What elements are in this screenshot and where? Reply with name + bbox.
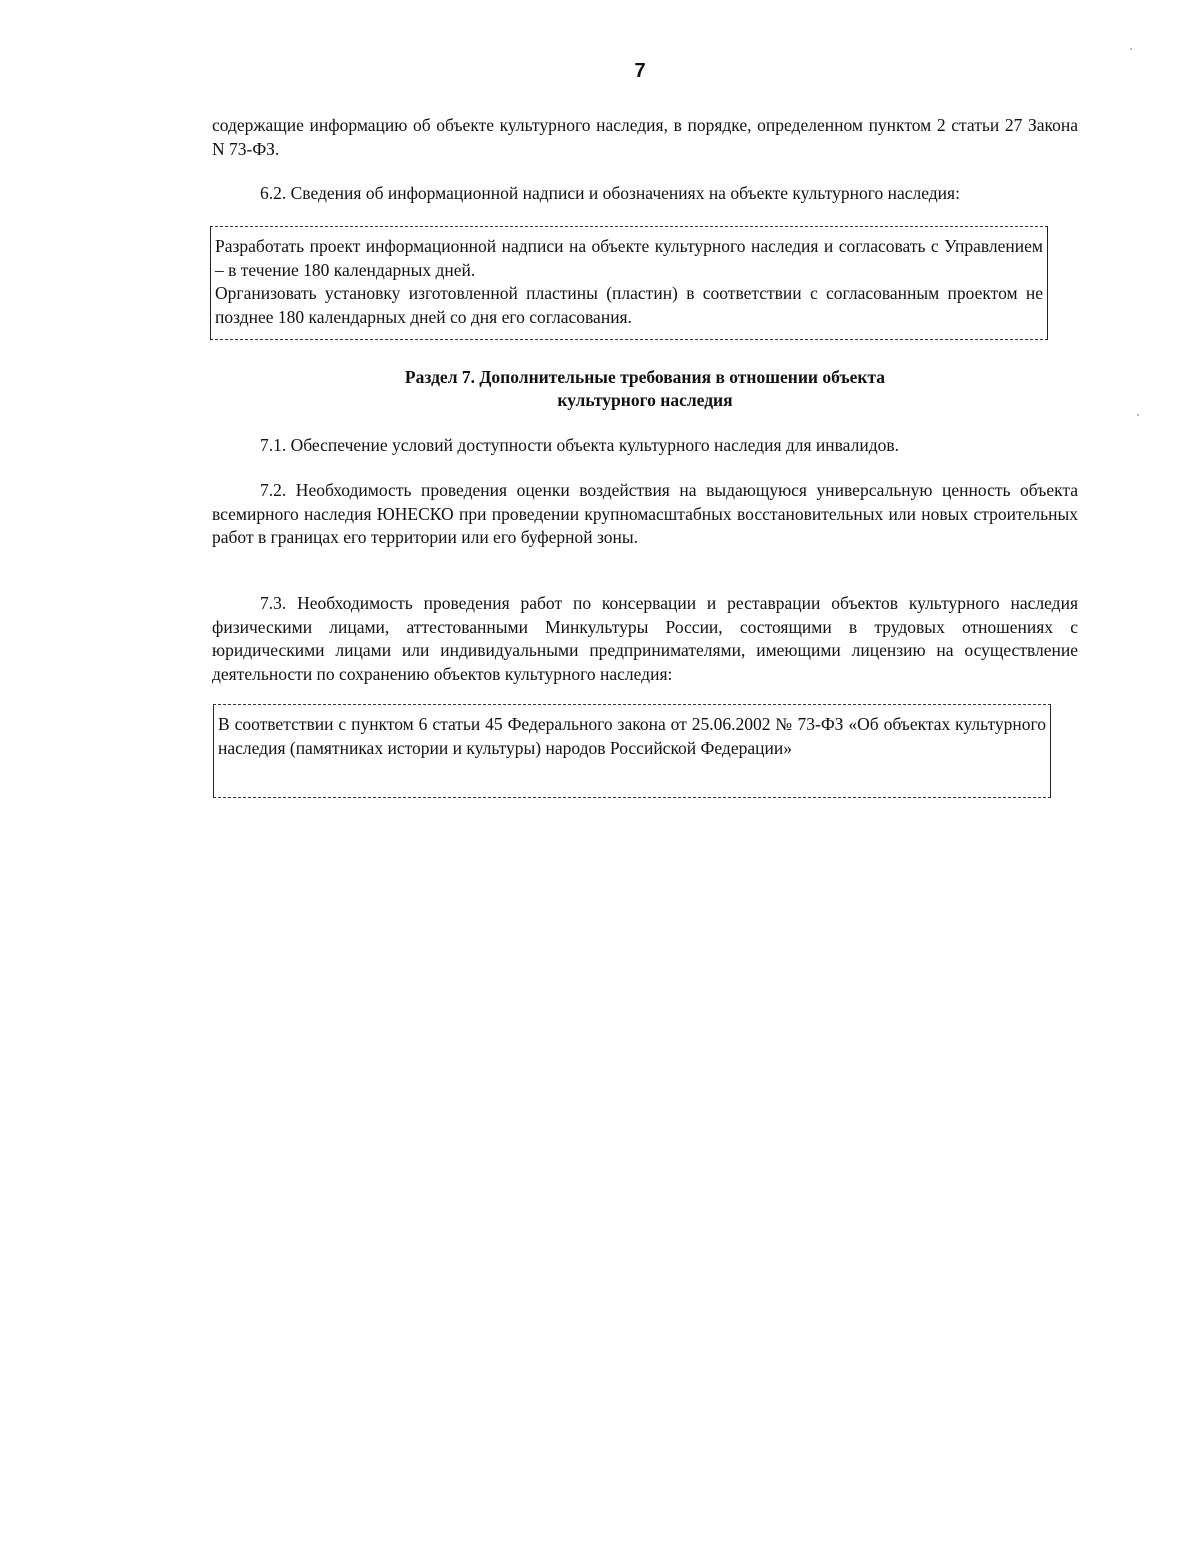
- continuation-paragraph: содержащие информацию об объекте культурного наследия, в порядке, определенном пунктом 2 статьи 27 Закона N 73-ФЗ.: [212, 115, 1078, 159]
- page-number: 7: [634, 60, 646, 82]
- box-line-develop-project: Разработать проект информационной надписи на объекте культурного наследия и согласовать с Управлением – в течение 180 календарных дней.: [215, 236, 1043, 280]
- section-6-2-box: [210, 226, 1048, 340]
- box-line-install-plate: Организовать установку изготовленной пластины (пластин) в соответствии с согласованным проектом не позднее 180 календарных дней со дня его согласования.: [215, 283, 1043, 327]
- scan-speck: [1130, 48, 1132, 50]
- section-7-heading-line1: Раздел 7. Дополнительные требования в отношении объекта: [404, 367, 886, 387]
- item-7-1: 7.1. Обеспечение условий доступности объекта культурного наследия для инвалидов.: [260, 435, 899, 455]
- item-7-2: 7.2. Необходимость проведения оценки воздействия на выдающуюся универсальную ценность объекта всемирного наследия ЮНЕСКО при проведении крупномасштабных восстановительных или новых строительных работ в границах его территории или его буферной зоны.: [212, 480, 1078, 547]
- section-7-heading: [212, 366, 1078, 412]
- section-7-3-box: [213, 704, 1051, 798]
- item-7-3: 7.3. Необходимость проведения работ по консервации и реставрации объектов культурного наследия физическими лицами, аттестованными Минкультуры России, состоящими в трудовых отношениях с юридическими лицами или индивидуальными предпринимателями, имеющими лицензию на осуществление деятельности по сохранению объектов культурного наследия:: [212, 593, 1078, 684]
- box-7-3-text: В соответствии с пунктом 6 статьи 45 Федерального закона от 25.06.2002 № 73-ФЗ «Об объектах культурного наследия (памятниках истории и культуры) народов Российской Федерации»: [218, 714, 1046, 758]
- section-7-heading-line2: культурного наследия: [557, 390, 733, 410]
- section-6-2-label: 6.2. Сведения об информационной надписи и обозначениях на объекте культурного наследия:: [260, 183, 960, 203]
- scan-speck: [1137, 414, 1139, 416]
